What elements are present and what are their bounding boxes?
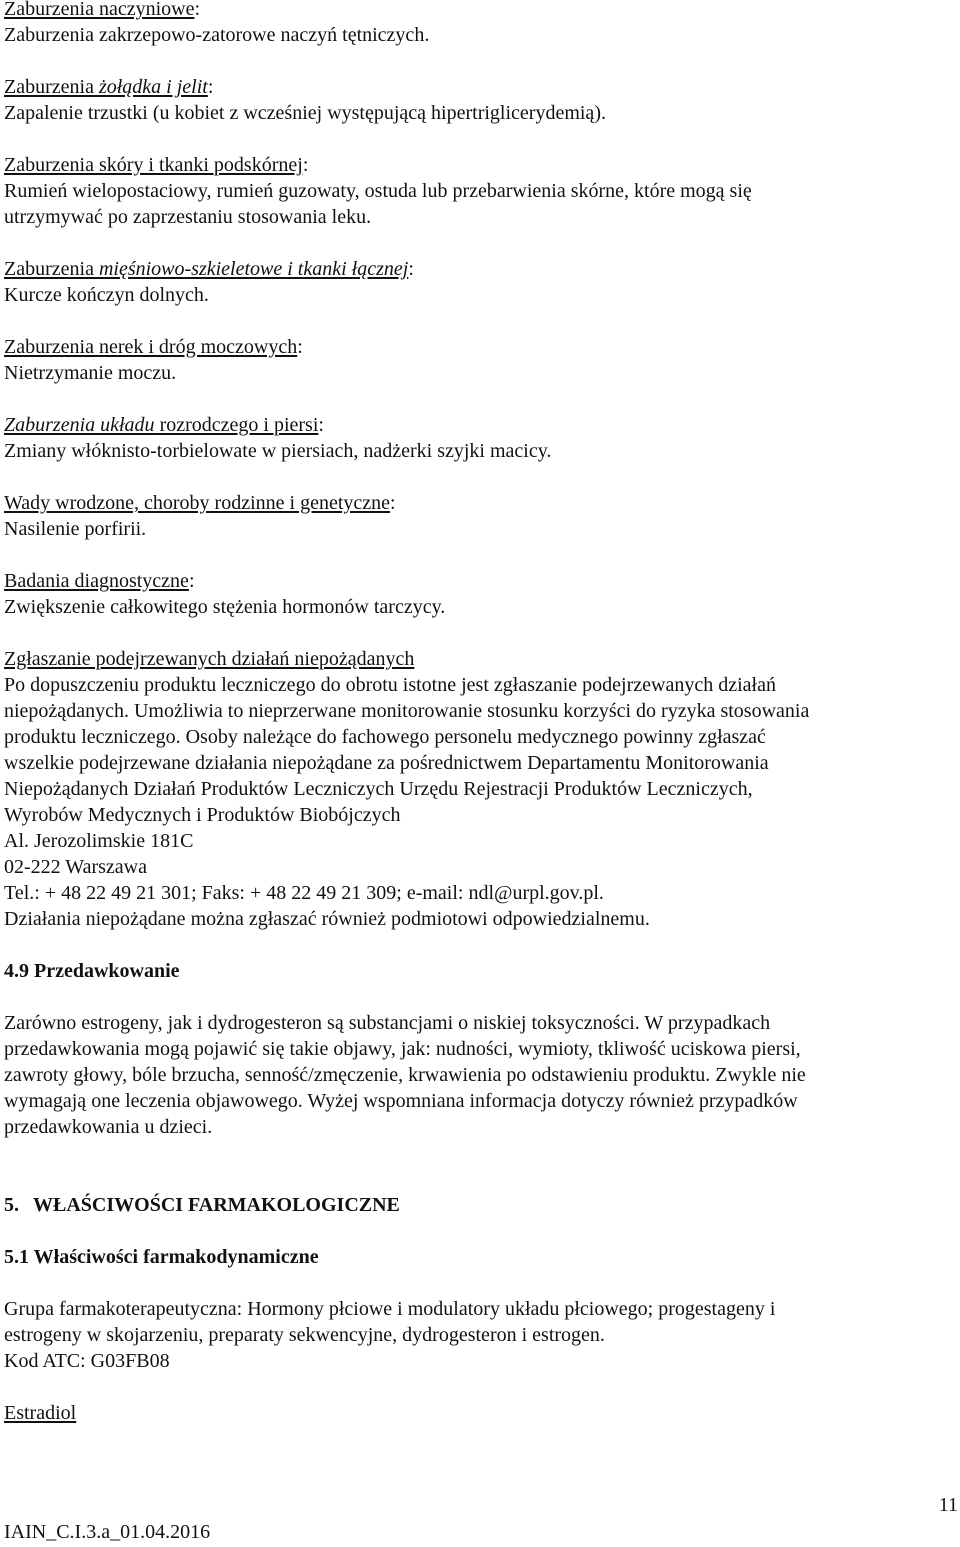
section-heading-congenital: Wady wrodzone, choroby rodzinne i genetyczne:	[4, 492, 396, 514]
reporting-line: Wyrobów Medycznych i Produktów Biobójczych	[4, 804, 401, 826]
estradiol-heading: Estradiol	[4, 1402, 77, 1424]
document-code: IAIN_C.I.3.a_01.04.2016	[4, 1521, 211, 1543]
section-heading-skin: Zaburzenia skóry i tkanki podskórnej:	[4, 154, 309, 176]
reporting-contact: Tel.: + 48 22 49 21 301; Faks: + 48 22 49 21 309; e-mail: ndl@urpl.gov.pl.	[4, 882, 604, 904]
overdose-line: przedawkowania mogą pojawić się takie objawy, jak: nudności, wymioty, tkliwość uciskowa piersi,	[4, 1038, 801, 1060]
overdose-line: zawroty głowy, bóle brzucha, senność/zmęczenie, krwawienia po odstawieniu produktu. Zwykle nie	[4, 1064, 806, 1086]
section-heading-overdose: 4.9 Przedawkowanie	[4, 960, 180, 982]
reporting-address: Al. Jerozolimskie 181C	[4, 830, 194, 852]
section-heading-investigations: Badania diagnostyczne:	[4, 570, 195, 592]
section-text-gi: Zapalenie trzustki (u kobiet z wcześniej występującą hipertriglicerydemią).	[4, 102, 606, 124]
reporting-line: Po dopuszczeniu produktu leczniczego do obrotu istotne jest zgłaszanie podejrzewanych działań	[4, 674, 776, 696]
section-heading-renal: Zaburzenia nerek i dróg moczowych:	[4, 336, 303, 358]
reporting-line: Działania niepożądane można zgłaszać również podmiotowi odpowiedzialnemu.	[4, 908, 650, 930]
document-page	[4, 0, 954, 1426]
section-text-investigations: Zwiększenie całkowitego stężenia hormonów tarczycy.	[4, 596, 446, 618]
section-text-renal: Nietrzymanie moczu.	[4, 362, 177, 384]
section-heading-vascular: Zaburzenia naczyniowe:	[4, 0, 201, 20]
reporting-line: Niepożądanych Działań Produktów Leczniczych Urzędu Rejestracji Produktów Leczniczych,	[4, 778, 753, 800]
section-text-congenital: Nasilenie porfirii.	[4, 518, 147, 540]
atc-code: Kod ATC: G03FB08	[4, 1350, 170, 1372]
overdose-line: Zarówno estrogeny, jak i dydrogesteron są substancjami o niskiej toksyczności. W przypadkach	[4, 1012, 771, 1034]
section-heading-reporting: Zgłaszanie podejrzewanych działań niepożądanych	[4, 648, 415, 670]
section-text-vascular: Zaburzenia zakrzepowo-zatorowe naczyń tętniczych.	[4, 24, 430, 46]
section-heading-gi: Zaburzenia żołądka i jelit:	[4, 76, 214, 98]
section-text-musculo: Kurcze kończyn dolnych.	[4, 284, 209, 306]
reporting-line: wszelkie podejrzewane działania niepożądane za pośrednictwem Departamentu Monitorowania	[4, 752, 769, 774]
page-number: 11	[938, 1494, 958, 1516]
section-text-skin-2: utrzymywać po zaprzestaniu stosowania leku.	[4, 206, 372, 228]
pharmacology-line: estrogeny w skojarzeniu, preparaty sekwencyjne, dydrogesteron i estrogen.	[4, 1324, 605, 1346]
subsection-heading-pharmacodynamics: 5.1 Właściwości farmakodynamiczne	[4, 1246, 319, 1268]
overdose-line: wymagają one leczenia objawowego. Wyżej wspomniana informacja dotyczy również przypadków	[4, 1090, 798, 1112]
section-heading-musculo: Zaburzenia mięśniowo-szkieletowe i tkanki łącznej:	[4, 258, 414, 280]
section-text-skin-1: Rumień wielopostaciowy, rumień guzowaty, ostuda lub przebarwienia skórne, które mogą się	[4, 180, 752, 202]
section-text-reproductive: Zmiany włóknisto-torbielowate w piersiach, nadżerki szyjki macicy.	[4, 440, 552, 462]
pharmacology-line: Grupa farmakoterapeutyczna: Hormony płciowe i modulatory układu płciowego; progestageny i	[4, 1298, 776, 1320]
section-heading-reproductive: Zaburzenia układu rozrodczego i piersi:	[4, 414, 324, 436]
section-heading-pharmacology: 5. WŁAŚCIWOŚCI FARMAKOLOGICZNE	[4, 1194, 400, 1216]
overdose-line: przedawkowania u dzieci.	[4, 1116, 213, 1138]
reporting-line: produktu leczniczego. Osoby należące do fachowego personelu medycznego powinny zgłaszać	[4, 726, 766, 748]
reporting-postal-code: 02-222 Warszawa	[4, 856, 147, 878]
reporting-line: niepożądanych. Umożliwia to nieprzerwane monitorowanie stosunku korzyści do ryzyka stosowania	[4, 700, 810, 722]
